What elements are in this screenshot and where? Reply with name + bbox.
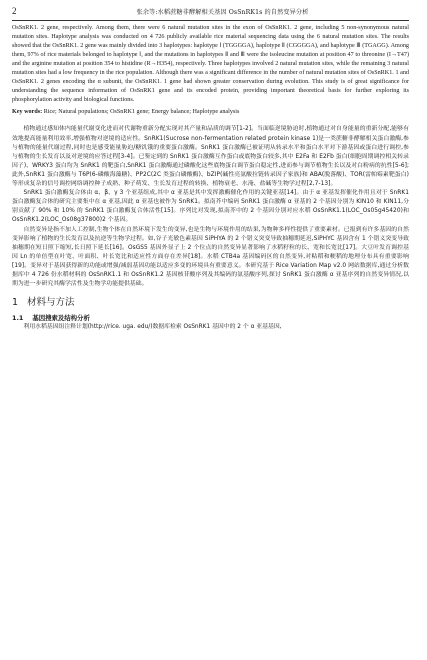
keywords-text: Rice; Natural populations; OsSnRK1 gene; Energy balance; Haplotype analysis [43, 109, 240, 116]
body-paragraph-1: 植物通过感知体内能量代谢变化进而对代谢物重新分配实现对其产量和品质的调节[1-2]。当面临逆境胁迫时,植物通过对自身能量的重新分配,能够有效地提高能量利用效率,增强植物对逆境的适应性。SnRK1(Sucrose non-fermentation related protein kinase 1)是一类蔗糖非酵解相关蛋白激酶,参与植物的能量代谢过程,同时也是感受能量胁迫/糖饥饿的重要蛋白激酶。SnRK1 蛋白激酶已被证明从转录水平和蛋白水平对下游基因或蛋白进行调控,参与植物的生长发育以及对逆境的应答过程[3-4]。已鉴定到的 SnRK1 蛋白激酶互作蛋白或底物蛋白较多,其中 E2Fa 和 E2Fb 蛋白(细胞周期调控相关转录因子)、WRKY3 蛋白均为 SnRK1 的靶蛋白,SnRK1 蛋白激酶通过磷酸化这些底物蛋白调节蛋白稳定性,进而参与调节植物生长以及对白粉病的抗性[5-6];此外,SnRK1 蛋白激酶与 T6P(6-磷酸海藻糖)、PP2C(2C 类蛋白磷酸酶)、bZIP(碱性亮氨酸拉链转录因子家族)和 ABA(脱落酸)、TOR(雷帕霉素靶蛋白)等形成复杂的信号调控网络调控种子成熟、种子萌发、生长发育过程的转换、植物衰老、水淹、盐碱等生物学过程[2,7-13]。 [12, 126, 409, 188]
keywords-line [12, 108, 409, 117]
section-number: 1 [12, 297, 19, 309]
running-title: 张余等:水稻蔗糖非酵解相关基因 OsSnRK1s 的自然变异分析 [136, 9, 309, 16]
page-number: 2 [12, 6, 17, 16]
body-paragraph-methods: 利用水稻基因组注释计划(http://rice. uga. edu/)数据库检索 OsSnRK1 基因中的 2 个 α 亚基基因, [23, 324, 282, 331]
section-heading [12, 296, 409, 310]
body-paragraph-2: SnRK1 蛋白激酶复合体由 α、β、γ 3 个亚基组成,其中 α 亚基是其中发挥激酶催化作用的关键亚基[14]。由于 α 亚基发挥催化作用且对于 SnRK1 蛋白激酶复合体的研究主要集中在 α 亚基,因此 α 亚基也被作为 SnRK1。拟南芥中编码 SnRK1 蛋白激酶 α 亚基的 2 个基因分别为 KIN10 和 KIN11,分别贡献了 90% 和 10% 的 SnRK1 蛋白激酶复合体活性[15]。序列比对发现,拟南芥中的 2 个基因分别对应水稻 OsSnRK1.1(LOC_Os05g45420)和 OsSnRK1.2(LOC_Os08g37800)2 个基因。 [12, 190, 409, 224]
section-title: 材料与方法 [27, 297, 75, 309]
subsection-title: 基因搜索及结构分析 [32, 314, 90, 323]
abstract-english-continued: OsSnRK1. 2 gene, respectively. Among them, there were 6 natural mutation sites in the exon of OsSnRK1. 2 gene, including 5 non-synonymous natural mutation sites. Haplotype analysis was conducted on 4 726 publicly available rice material sequencing data using the 6 natural mutation sites. The results showed that the OsSnRK1. 2 gene was mainly divided into 3 haplotypes: haplotype Ⅰ (TGGGGA), haplotype Ⅱ (CGGGGA), and haplotype Ⅲ (TGAGG). Among them, 97% of rice materials belonged to haplotype Ⅰ, and the mutations in haplotypes Ⅱ and Ⅲ were the isoleucine mutation at position 47 to threonine (I→T47) and the arginine mutation at position 354 to histidine (R→H354), respectively. Three haplotypes involved 2 natural mutation sites, while the remaining 3 natural mutation sites had a low frequency in the rice population. Although there was a significant difference in the number of natural mutation sites of OsSnRK1. 1 and OsSnRK1. 2 genes encoding the α subunit, the OsSnRK1. 1 gene had shown greater conservation during evolution. This study is of great significance for understanding the sequence information of OsSnRK1 gene and its encoded protein, providing important theoretical basis for further exploring its phosphorylation activity and biological functions. [12, 25, 409, 104]
subsection-heading [12, 313, 409, 323]
page-header [12, 6, 409, 21]
body-paragraph-3: 自然变异是指不加人工控制,生物个体在自然环境下发生的变异,也是生物与环境作用的结果,为物种多样性提供了重要素材。已报到有许多基因的自然变异影响了植物的生长发育以及抗逆等生物学过程。如,谷子光敏色素基因 SiPHYA 的 2 个错义突变导致抽穗期延迟,SiPHYC 基因含有 1 个错义突变导致抽穗期在短日照下缩短,长日照下延长[16]。OsGS5 基因外显子上 2 个位点的自然变异显著影响了水稻籽粒的长、宽和长宽比[17]。大豆叶发育调控基因 Ln 的单倍型在叶宽、叶面积、叶长宽比和适应性方面存在差异[18]。水稻 CTB4a 基因编码区的自然变异,对粘稻和粳稻的地理分布具有重要影响[19]。变异对于基因获得新的功能或增强/减弱基因功能以适应多变的环境具有重要意义。本研究基于 Rice Variation Map v2.0 网站数据库,通过分析数据库中 4 726 份水稻材料的 OsSnRK1.1 和 OsSnRK1.2 基因核苷酸序列及其编码的氨基酸序列,探讨 SnRK1 蛋白激酶 α 亚基序列的自然变异情况,以期为进一步研究其酶学活性及生物学功能提供基础。 [12, 226, 409, 288]
keywords-label: Key words: [12, 109, 43, 116]
subsection-number: 1.1 [12, 314, 24, 323]
